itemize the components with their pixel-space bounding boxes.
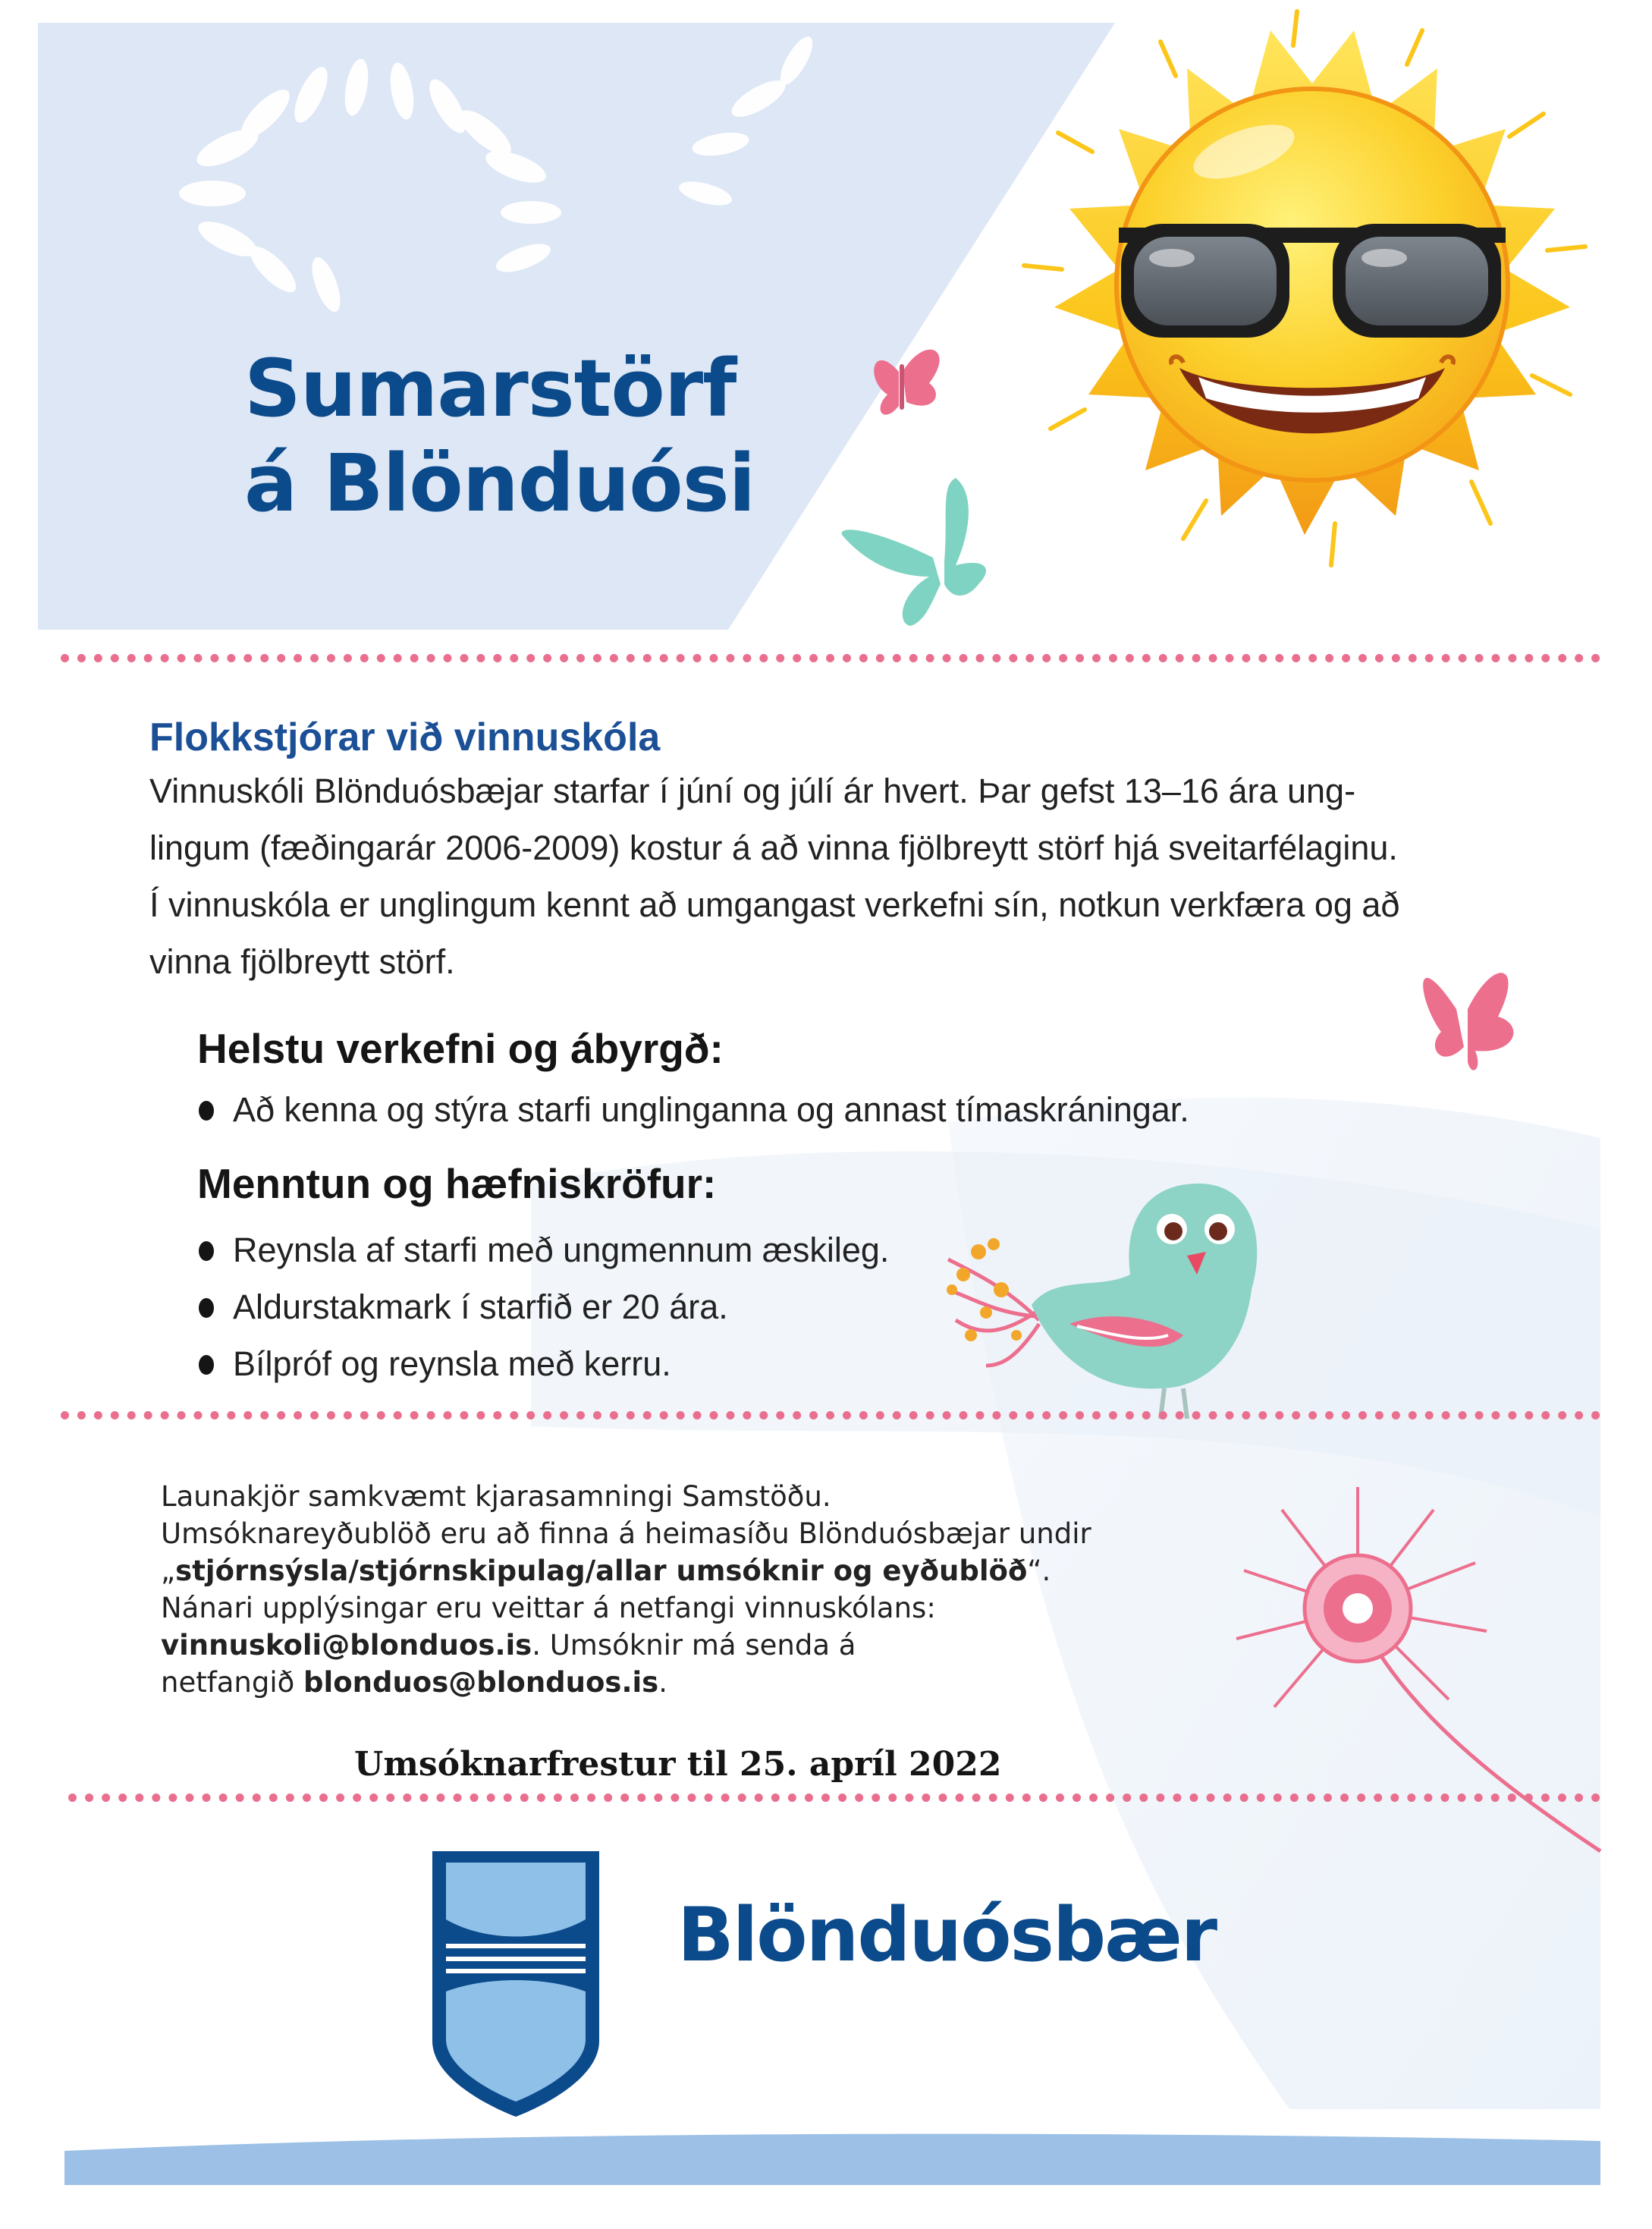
qualification-item: Reynsla af starfi með ungmennum æskileg. bbox=[199, 1221, 889, 1278]
info-line: Nánari upplýsingar eru veittar á netfangi vinnuskólans: bbox=[161, 1592, 936, 1624]
sun-illustration bbox=[1024, 11, 1585, 565]
info-line: „stjórnsýsla/stjórnskipulag/allar umsóknir og eyðublöð“. bbox=[161, 1555, 1051, 1587]
intro-line: vinna fjölbreytt störf. bbox=[149, 942, 455, 981]
divider-middle bbox=[61, 1411, 1600, 1419]
info-line: netfangið blonduos@blonduos.is. bbox=[161, 1666, 667, 1699]
qualification-item: Aldurstakmark í starfið er 20 ára. bbox=[199, 1278, 889, 1335]
page-title-line1: Sumarstörf bbox=[244, 342, 736, 435]
info-line: Launakjör samkvæmt kjarasamningi Samstöðu. bbox=[161, 1480, 831, 1513]
qualifications-list bbox=[199, 1221, 889, 1392]
brand-name: Blönduósbær bbox=[677, 1892, 1217, 1979]
intro-line: lingum (fæðingarár 2006-2009) kostur á að vinna fjölbreytt störf hjá sveitarfélaginu. bbox=[149, 828, 1398, 867]
intro-paragraph bbox=[149, 762, 1399, 990]
application-deadline: Umsóknarfrestur til 25. apríl 2022 bbox=[354, 1745, 1002, 1784]
application-info bbox=[161, 1478, 1091, 1701]
duties-heading: Helstu verkefni og ábyrgð: bbox=[197, 1025, 724, 1072]
section-title: Flokkstjórar við vinnuskóla bbox=[149, 715, 661, 759]
page-title-line2: á Blönduósi bbox=[244, 437, 755, 530]
blonduos-crest-logo bbox=[432, 1851, 599, 2117]
intro-line: Í vinnuskóla er unglingum kennt að umgangast verkefni sín, notkun verkfæra og að bbox=[149, 885, 1400, 924]
qualification-item: Bílpróf og reynsla með kerru. bbox=[199, 1335, 889, 1392]
bottom-wave bbox=[64, 2134, 1600, 2185]
contact-email-link[interactable]: vinnuskoli@blonduos.is bbox=[161, 1629, 532, 1662]
qualifications-heading: Menntun og hæfniskröfur: bbox=[197, 1160, 717, 1207]
divider-top bbox=[61, 654, 1600, 662]
info-line: Umsóknareyðublöð eru að finna á heimasíðu Blönduósbæjar undir bbox=[161, 1517, 1091, 1550]
mint-butterfly bbox=[842, 478, 986, 626]
application-email-link[interactable]: blonduos@blonduos.is bbox=[303, 1666, 659, 1699]
forms-path: stjórnsýsla/stjórnskipulag/allar umsóknir og eyðublöð bbox=[175, 1555, 1028, 1587]
intro-line: Vinnuskóli Blönduósbæjar starfar í júní og júlí ár hvert. Þar gefst 13–16 ára ung- bbox=[149, 772, 1356, 810]
pink-butterfly-large bbox=[1423, 973, 1513, 1070]
info-line: vinnuskoli@blonduos.is. Umsóknir má senda á bbox=[161, 1629, 856, 1662]
duties-list bbox=[199, 1081, 1189, 1138]
duty-item: Að kenna og stýra starfi unglinganna og annast tímaskráningar. bbox=[199, 1081, 1189, 1138]
divider-bottom bbox=[68, 1794, 1600, 1802]
